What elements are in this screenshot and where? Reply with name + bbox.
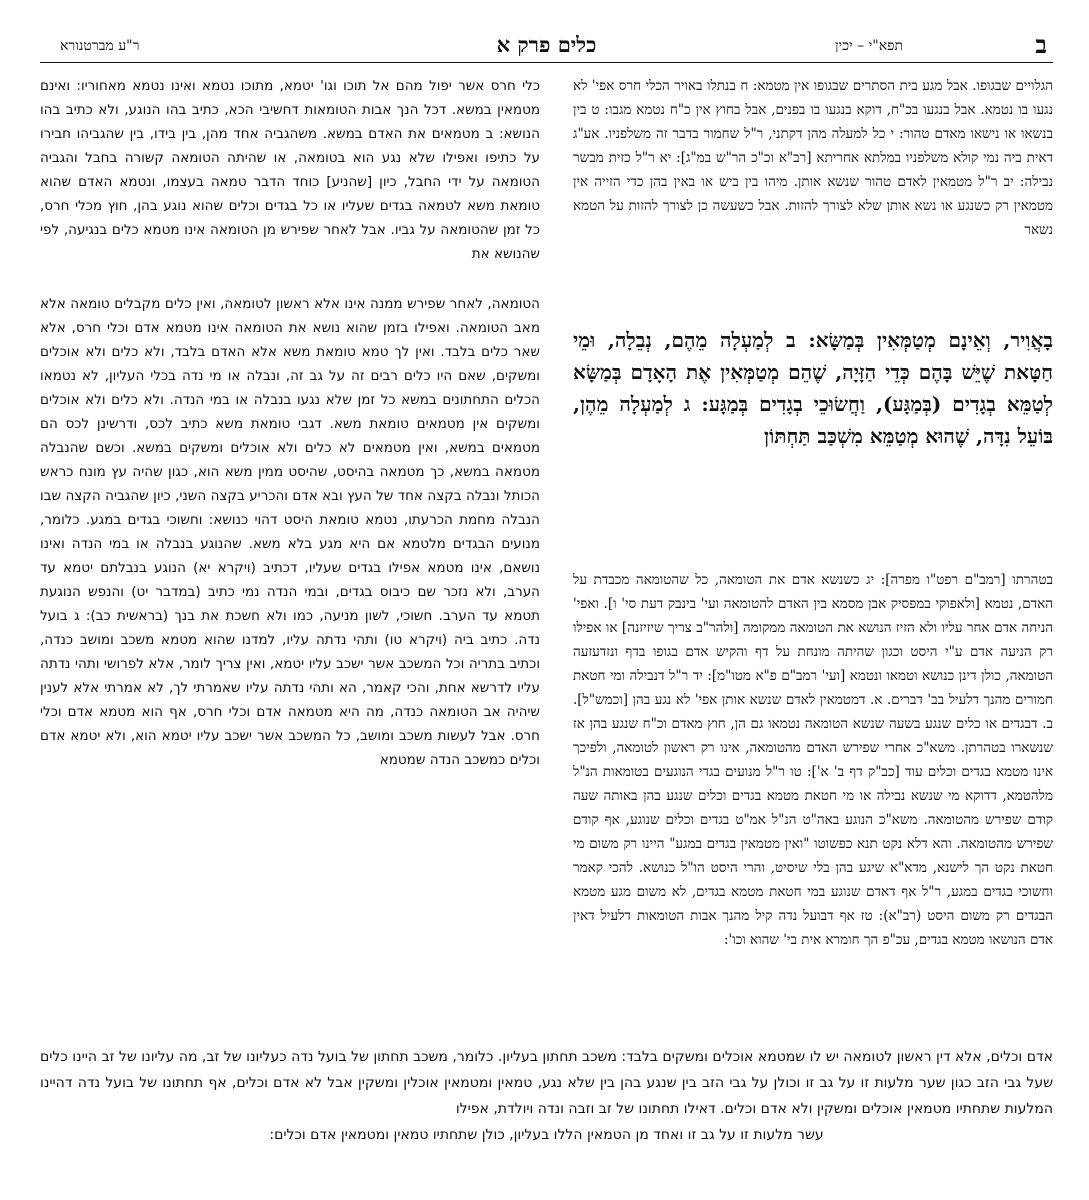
commentary-label-tifaret: תפא"י – יכין	[834, 38, 903, 54]
tifaret-commentary-lower: בטהרתו [רמב"ם רפט"ו מפרה]: יג כשנשא אדם את הטומאה, כל שהטומאה מכבדת על האדם, נטמא [ולאפוקי במפסיק אבן מסמא בין האדם להטומאה ועי' בינבק דעת סי' ו]. ואפי' הניחה אדם אחר עליו ולא הזיז הנושא את הטומאה ממקומה [ולהר"ב צריך שיזיזנה] או אפילו רק הניעה אדם ע"י היסט וכגון שהיתה מונחת על דף והקיש אדם בגופו בדף ונזדעזעה הטומאה, כולן דינן כנושא וטמאו ונטמא [ועי' רמב"ם פ"א מטו"מ]: יד ר"ל דנבילה ומי חטאת חמורים מהנך דלעיל בב' דברים. א. דמטמאין לאדם שנשא אותן אפי' לא נגע בהן [וכמש"ל]. ב. דבגדים או כלים שנגע בשעה שנשא הטומאה נטמאו גם הן, חוץ מאדם וכ"ח שנגע בהן אז שנשארו בטהרתן. משא"כ אחרי שפירש האדם מהטומאה, אינו רק ראשון לטומאה, ולפיכך אינו מטמא בגדים וכלים עוד [כב"ק דף ב' א']: טו ר"ל מנועים בגדי הנוגעים בטומאות הנ"ל מלהטמא, דדוקא מי שנשא נבילה או מי חטאת מטמא בגדים וכלים שנגע בהן באותה שעה קודם שפירש מהטומאה. משא"כ הנוגע באה"ט הנ"ל אמ"ט בגדים וכלים שנוגע, אף קודם שפירש מהטומאה. והא דלא נקט תנא כפשוטו "ואין מטמאין בגדים במגע" היינו רק משום מי חטאת נקט הך לישנא, מדא"א שיגע בהן בלי שיסיט, והרי היסט הו"ל כנושא. להכי קאמר וחשוכי בגדים במגע, ר"ל אף דאדם שנוגע במי חטאת מטמא בגדים, לא משום מגע מטמא הבגדים רק משום היסט (רב"א): טז אף דבועל נדה קיל מהנך אבות הטומאות דלעיל דאין אדם הנושאו מטמא בגדים, עכ"פ הך חומרא אית בי' שהוא וכו':	[573, 572, 1053, 948]
bottom-paragraph: אדם וכלים, אלא דין ראשון לטומאה יש לו שמטמא אוכלים ומשקים בלבד: משכב תחתון בעליון. כלומר, משכב תחתון של בועל נדה כעליונו של זב, מה עליונו של זב היינו כלים שעל גבי הזב כגון שער מלעות זו על גב זו וכולן על גבי הזב בין שנגע בהן בין שלא נגע, טמאין ומטמאין אוכלין ומשקין אבל לא אדם וכלים, אף תחתונו של בועל נדה דהיינו המלעות שתחתיו מטמאין אוכלים ומשקין ולא אדם וכלים. דאילו תחתונו של זב וזבה ונדה ויולדת, אפילו	[40, 1049, 1053, 1117]
bartenura-commentary-bottom	[40, 1044, 1053, 1148]
page-header	[40, 32, 1053, 58]
bottom-last-line: עשר מלעות זו על גב זו ואחד מן הטמאין הללו בעליון, כולן שתחתיו טמאין ומטמאין אדם וכלים:	[269, 1127, 824, 1143]
page-letter: ב	[1035, 30, 1047, 59]
bartenura-commentary-lower: הטומאה, לאחר שפירש ממנה אינו אלא ראשון לטומאה, ואין כלים מקבלים טומאה אלא מאב הטומאה. ואפילו בזמן שהוא נושא את הטומאה אינו מטמא אדם וכלי חרס, אלא שאר כלים בלבד. ואין לך טמא טומאת משא אלא האדם בלבד, ולא כלים ולא אוכלים ומשקים, שאם היו כלים רבים זה על גב זה, ונבלה או מי נדה בכלי העליון, לא נטמאו הכלים התחתונים במשא כל זמן שלא נגעו בנבלה או במי הנדה. ולא כלים ולא אוכלים ומשקים אין מטמאים טומאת משא. דגבי טומאת משא כתיב לכס, ודרשינן לכס הם מטמאים במשא, ואין מטמאים לא כלים ולא אוכלים ומשקים במשא. וכשם שהנבלה מטמאה במשא, כך מטמאה בהיסט, שהיסט ממין משא הוא, כגון שהיה עץ מונח כראש הכותל ונבלה בקצה אחד של העץ ובא אדם והכריע בקצה השני, כיון שהגביה הקצה שבו הנבלה מחמת הכרעתו, נטמא טומאת היסט דהוי כנושא: וחשוכי בגדים במגע. כלומר, מנועים הבגדים מלטמא אם היא מגע בלא משא. שהנוגע בנבלה או במי הנדה ואינו נושאם, אינו מטמא אפילו בגדים שעליו, דכתיב (ויקרא יא) הנוגע בנבלתם יטמא עד הערב, ולא נזכר שם כיבוס בגדים, ובמי הנדה נמי כתיב (במדבר יט) והנפש הנוגעת תטמא עד הערב. חשוכי, לשון מניעה, כמו ולא חשכת את בנך (בראשית כב): ג בועל נדה. כתיב ביה (ויקרא טו) ותהי נדתה עליו, למדנו שהוא מטמא משכב ומושב כנדה, וכתיב בתריה וכל המשכב אשר ישכב עליו יטמא, ואין צריך לומר, אלא לפרושי ותהי נדתה עליו לדרשא אחת, והכי קאמר, הא ותהי נדתה עליו שאמרתי לך, לא אמרתי אלא לענין שיהיה אב הטומאה כנדה, מה היא מטמאה אדם וכלי חרס, אף הוא מטמא אדם וכלי חרס. אבל לעשות משכב ומושב, כל המשכב אשר ישכב עליו יטמא הוא, ולא יטמא אדם וכלים כמשכב הנדה שמטמא	[40, 296, 540, 768]
tifaret-commentary-top: הגלויים שבגופו. אבל מגע בית הסתרים שבגופו אין מטמא: ח בנתלו באויר הכלי חרס אפי' לא נגעו בו נטמא. אבל בנגעו בכ"ח, דוקא בנגעו בו בפנים, אבל בחוץ אין כ"ח נטמא מגבו: ט בין בנשאו או נישאו מאדם טהור: י כל למעלה מהן דקתני, ר"ל שחמור בדבר זה משלפניו. אע"ג דאית ביה נמי קולא משלפניו במלתא אחריתא [רב"א וכ"כ הר"ש במ"ג]: יא ר"ל כזית מבשר נבילה: יב ר"ל מטמאין לאדם טהור שנשא אותן. מיהו בין ביש או באין בהן כדי הזייה אין מטמאין רק כשנגע או נשא אותן שלא לצורך להזות. אבל כשעשה כן לצורך להזות על הטמא נשאר	[573, 78, 1053, 238]
mishnah-text: בָאֲוִיר, וְאֵינָם מְטַמְּאִין בְּמַשָּׂא: ב לְמַעְלָה מֵהֶם, נְבֵלָה, וּמֵי חַטָּאת שֶׁיֵּשׁ בָּהֶם כְּדֵי הַזָּיָה, שֶׁהֵם מְטַמְּאִין אֶת הָאָדָם בְּמַשָּׂא לְטַמֵּא בְגָדִים (בְּמַגָּע), וַחֲשׂוּכֵי בְגָדִים בְּמַגָּע: ג לְמַעְלָה מֵהֶן, בּוֹעֵל נִדָּה, שֶׁהוּא מְטַמֵּא מִשְׁכַּב תַּחְתּוֹן	[573, 328, 1053, 448]
page-title: כלים פרק א	[496, 32, 597, 57]
page	[40, 32, 1053, 1172]
header-divider	[40, 62, 1053, 63]
commentary-label-bartenura: ר"ע מברטנורא	[60, 38, 140, 54]
bartenura-commentary-top: כלי חרס אשר יפול מהם אל תוכו וגו' יטמא, מתוכו נטמא ואינו נטמא מאחוריו: ואינם מטמאין במשא. דכל הנך אבות הטומאות דחשיבי הכא, כתיב בהו הנוגע, ולא כתיב בהו הנושא: ב מטמאים את האדם במשא. משהגביה אחד מהן, בין בידו, בין שהגביהו חבירו על כתיפו ואפילו שלא נגע הוא בטומאה, או שהיתה הטומאה קשורה בחבל והגביה הטומאה על ידי החבל, כיון [שהניע] כוחד הדבר טמאה בעצמו, ונטמא האדם שהוא טומאת משא לטמאה בגדים שעליו או כל בגדים וכלים שהוא נוגע בהן, חוץ מכלי חרס, כל זמן שהטומאה על גביו. אבל לאחר שפירש מן הטומאה אינו מטמא כלים בנגיעה, לפי שהנושא את	[40, 78, 540, 262]
